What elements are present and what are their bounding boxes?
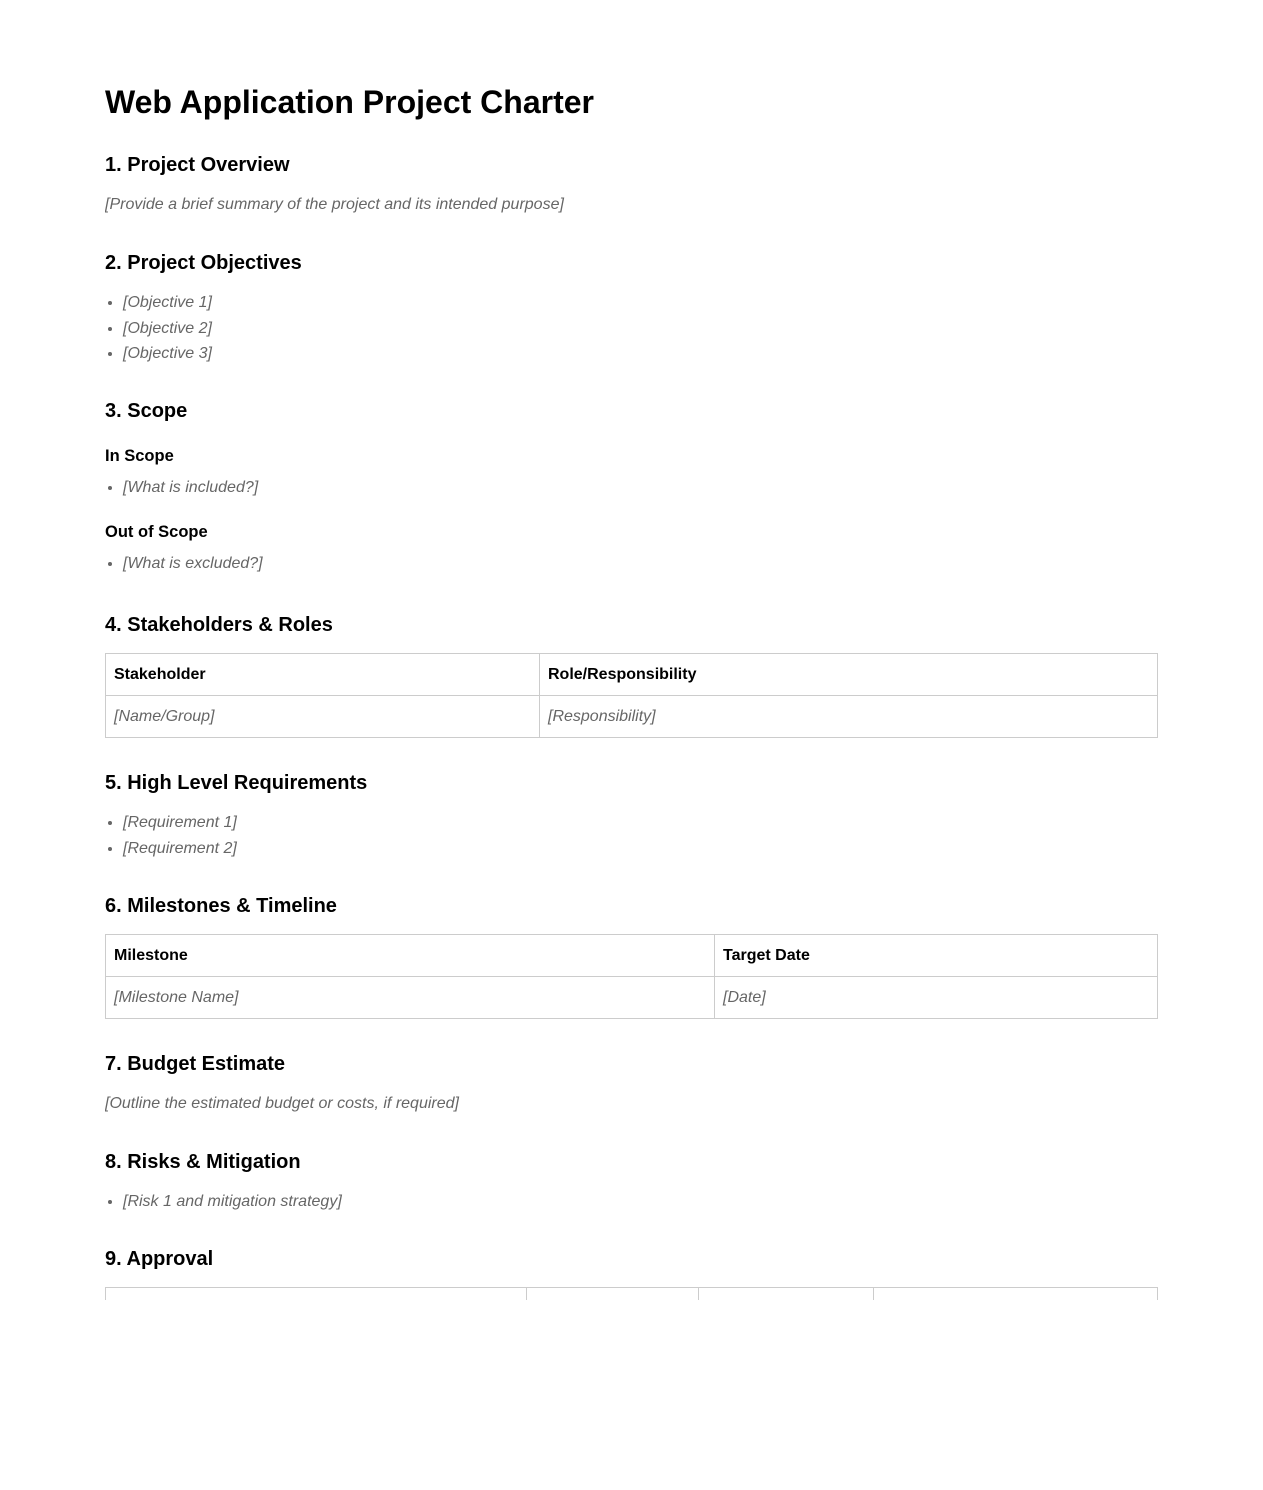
cell-role: [Responsibility] xyxy=(540,696,1158,738)
approval-table xyxy=(105,1287,1158,1300)
list-item: • [What is included?] xyxy=(123,475,1158,501)
cell-milestone: [Milestone Name] xyxy=(106,977,715,1019)
milestones-table xyxy=(105,934,1158,1019)
risks-list xyxy=(105,1189,1158,1215)
section-approval xyxy=(105,1247,1158,1300)
objectives-list xyxy=(105,290,1158,367)
section-requirements xyxy=(105,771,1158,861)
section-heading: 9. Approval xyxy=(105,1248,214,1270)
column-header-role: Role/Responsibility xyxy=(540,654,1158,696)
overview-placeholder: [Provide a brief summary of the project and its intended purpose] xyxy=(105,196,564,213)
list-item: • [Risk 1 and mitigation strategy] xyxy=(123,1189,1158,1215)
table-row xyxy=(106,696,1158,738)
list-item: • [Objective 1] xyxy=(123,290,1158,316)
list-item: • [Requirement 2] xyxy=(123,836,1158,862)
list-item: • [What is excluded?] xyxy=(123,551,1158,577)
section-heading: 5. High Level Requirements xyxy=(105,772,368,794)
section-project-objectives xyxy=(105,251,1158,367)
out-of-scope-list xyxy=(105,551,1158,577)
document-title: Web Application Project Charter xyxy=(105,84,594,120)
section-heading: 7. Budget Estimate xyxy=(105,1053,286,1075)
list-item: • [Requirement 1] xyxy=(123,810,1158,836)
column-header-target-date: Target Date xyxy=(715,935,1158,977)
requirements-list xyxy=(105,810,1158,861)
section-heading: 3. Scope xyxy=(105,400,188,422)
table-column-divider xyxy=(526,1288,527,1300)
section-risks xyxy=(105,1150,1158,1215)
cell-stakeholder: [Name/Group] xyxy=(106,696,540,738)
section-stakeholders xyxy=(105,613,1158,738)
in-scope-heading: In Scope xyxy=(105,447,174,465)
cell-target-date: [Date] xyxy=(715,977,1158,1019)
table-header-row xyxy=(106,654,1158,696)
budget-placeholder: [Outline the estimated budget or costs, if required] xyxy=(105,1095,459,1112)
list-item: • [Objective 2] xyxy=(123,316,1158,342)
section-heading: 4. Stakeholders & Roles xyxy=(105,614,333,636)
stakeholders-table xyxy=(105,653,1158,738)
section-budget xyxy=(105,1052,1158,1114)
section-heading: 1. Project Overview xyxy=(105,154,290,176)
section-heading: 8. Risks & Mitigation xyxy=(105,1151,301,1173)
table-border xyxy=(105,1288,106,1300)
list-item: • [Objective 3] xyxy=(123,341,1158,367)
section-heading: 6. Milestones & Timeline xyxy=(105,895,337,917)
in-scope-list xyxy=(105,475,1158,501)
out-of-scope-heading: Out of Scope xyxy=(105,522,208,541)
charter-document xyxy=(105,0,1158,1300)
section-milestones xyxy=(105,894,1158,1019)
table-row xyxy=(106,977,1158,1019)
table-column-divider xyxy=(873,1288,874,1300)
section-scope xyxy=(105,399,1158,576)
table-header-row xyxy=(106,935,1158,977)
table-border xyxy=(1157,1288,1158,1300)
table-column-divider xyxy=(698,1288,699,1300)
section-heading: 2. Project Objectives xyxy=(105,252,302,274)
column-header-stakeholder: Stakeholder xyxy=(106,654,540,696)
column-header-milestone: Milestone xyxy=(106,935,715,977)
section-project-overview xyxy=(105,153,1158,215)
